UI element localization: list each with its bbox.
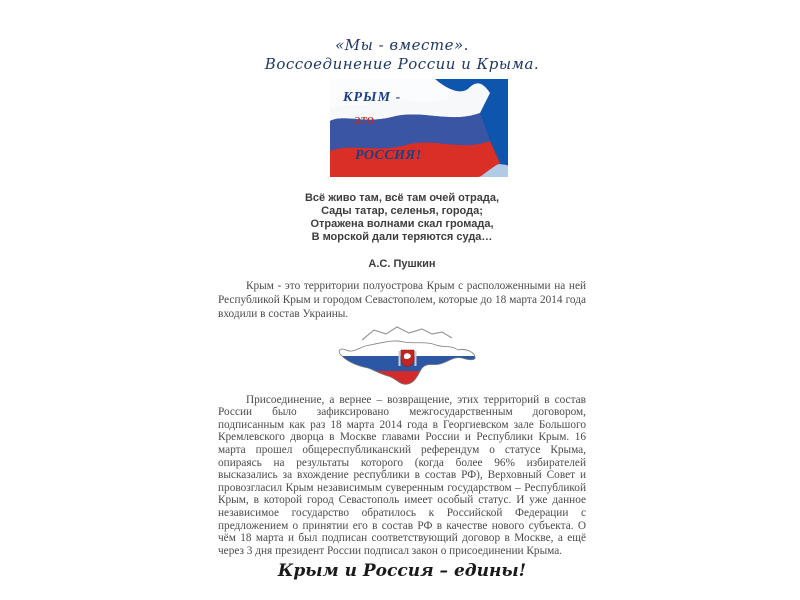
poem-line: Сады татар, селенья, города; bbox=[321, 205, 483, 217]
document-page bbox=[218, 0, 586, 581]
flag-illustration bbox=[330, 79, 508, 177]
poem-line: Отражена волнами скал громада, bbox=[310, 218, 494, 230]
crimea-map-illustration bbox=[334, 324, 479, 392]
page-title-line1: «Мы - вместе». bbox=[335, 36, 469, 54]
flag-text-eto: ЭТО bbox=[354, 116, 374, 127]
closing-slogan: Крым и Россия – едины! bbox=[277, 561, 527, 582]
paragraph-main: Присоединение, а вернее – возвращение, этих территорий в состав России было зафиксировано межгосударственным договором, подписанным как раз 18 марта 2014 года в Георгиевском зале Большого Кремлевского дворца в Москве главами России и Республики Крым. 16 марта прошел общереспубликанский референдум о статусе Крыма, опираясь на результаты которого (когда более 96% избирателей высказались за вхождение республики в состав РФ), Верховный Совет и провозгласил Крым независимым суверенным государством – Республикой Крым, в которой город Севастополь имеет особый статус. И уже данное независимое государство обратилось к Российской Федерации с предложением о принятии его в состав РФ в качестве нового субъекта. О чём 18 марта и был подписан соответствующий договор в Москве, а ещё через 3 дня президент России подписал закон о присоединении Крыма. bbox=[218, 393, 586, 557]
poem-line: Всё живо там, всё там очей отрада, bbox=[304, 192, 499, 204]
flag-text-rossiya: РОССИЯ! bbox=[355, 148, 422, 163]
page-title-line2: Воссоединение России и Крыма. bbox=[264, 55, 540, 73]
russian-flag-image bbox=[330, 79, 508, 177]
poem-author: А.С. Пушкин bbox=[368, 258, 436, 270]
map-north-outline bbox=[362, 327, 452, 340]
poem-block bbox=[218, 192, 586, 244]
poem-line: В морской дали теряются суда… bbox=[311, 231, 493, 243]
crimea-map-image bbox=[334, 324, 479, 392]
flag-text-krym: КРЫМ - bbox=[343, 90, 402, 105]
paragraph-intro: Крым - это территории полуострова Крым с расположенными на ней Республикой Крым и городом Севастополем, которые до 18 марта 2014 года входили в состав Украины. bbox=[218, 280, 586, 321]
